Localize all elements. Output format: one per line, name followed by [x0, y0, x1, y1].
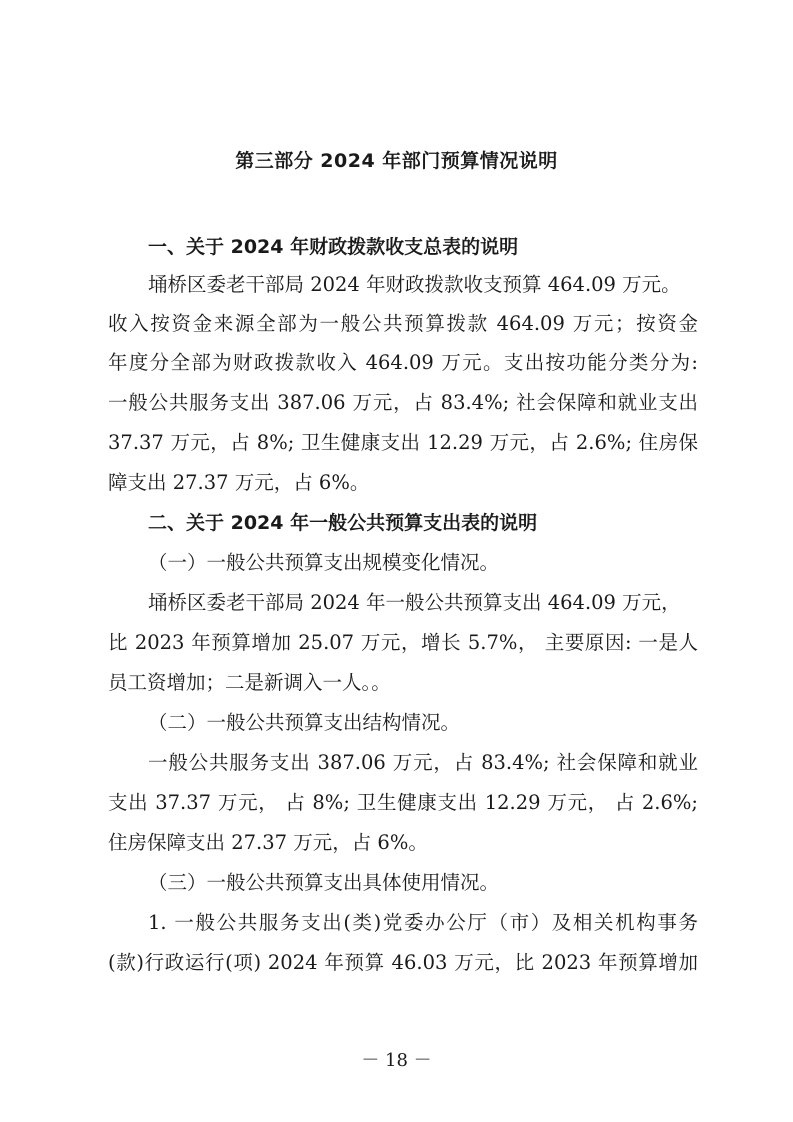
- paragraph-line: 员工资增加；二是新调入一人。。: [108, 671, 391, 694]
- subsection-heading: （二）一般公共预算支出结构情况。: [148, 711, 461, 734]
- paragraph-line: 埇桥区委老干部局 2024 年一般公共预算支出 464.09 万元，: [148, 591, 681, 614]
- paragraph-line: 年度分全部为财政拨款收入 464.09 万元。支出按功能分类分为:: [108, 351, 698, 374]
- paragraph-line: 一般公共服务支出 387.06 万元，占 83.4%; 社会保障和就业: [148, 751, 698, 774]
- paragraph-line: 37.37 万元，占 8%; 卫生健康支出 12.29 万元，占 2.6%; 住房保: [108, 431, 698, 454]
- paragraph-line: 1. 一般公共服务支出(类)党委办公厅（市）及相关机构事务: [148, 911, 698, 934]
- paragraph-line: 支出 37.37 万元， 占 8%; 卫生健康支出 12.29 万元， 占 2.6%;: [108, 791, 698, 814]
- paragraph-line: 比 2023 年预算增加 25.07 万元，增长 5.7%， 主要原因: 一是人: [108, 631, 698, 654]
- paragraph-line: 收入按资金来源全部为一般公共预算拨款 464.09 万元；按资金: [108, 312, 698, 335]
- section-heading-2: 二、关于 2024 年一般公共预算支出表的说明: [148, 512, 538, 534]
- page-title: 第三部分 2024 年部门预算情况说明: [235, 150, 558, 172]
- paragraph-line: (款)行政运行(项) 2024 年预算 46.03 万元，比 2023 年预算增加: [108, 951, 698, 974]
- subsection-heading: （一）一般公共预算支出规模变化情况。: [148, 551, 500, 574]
- subsection-heading: （三）一般公共预算支出具体使用情况。: [148, 871, 500, 894]
- paragraph-line: 一般公共服务支出 387.06 万元，占 83.4%; 社会保障和就业支出: [108, 391, 698, 414]
- paragraph-line: 住房保障支出 27.37 万元，占 6%。: [108, 831, 428, 854]
- section-heading-1: 一、关于 2024 年财政拨款收支总表的说明: [148, 236, 519, 258]
- paragraph-line: 障支出 27.37 万元，占 6%。: [108, 471, 370, 494]
- paragraph-line: 埇桥区委老干部局 2024 年财政拨款收支预算 464.09 万元。: [148, 273, 681, 296]
- page-number: － 18 －: [361, 1050, 432, 1071]
